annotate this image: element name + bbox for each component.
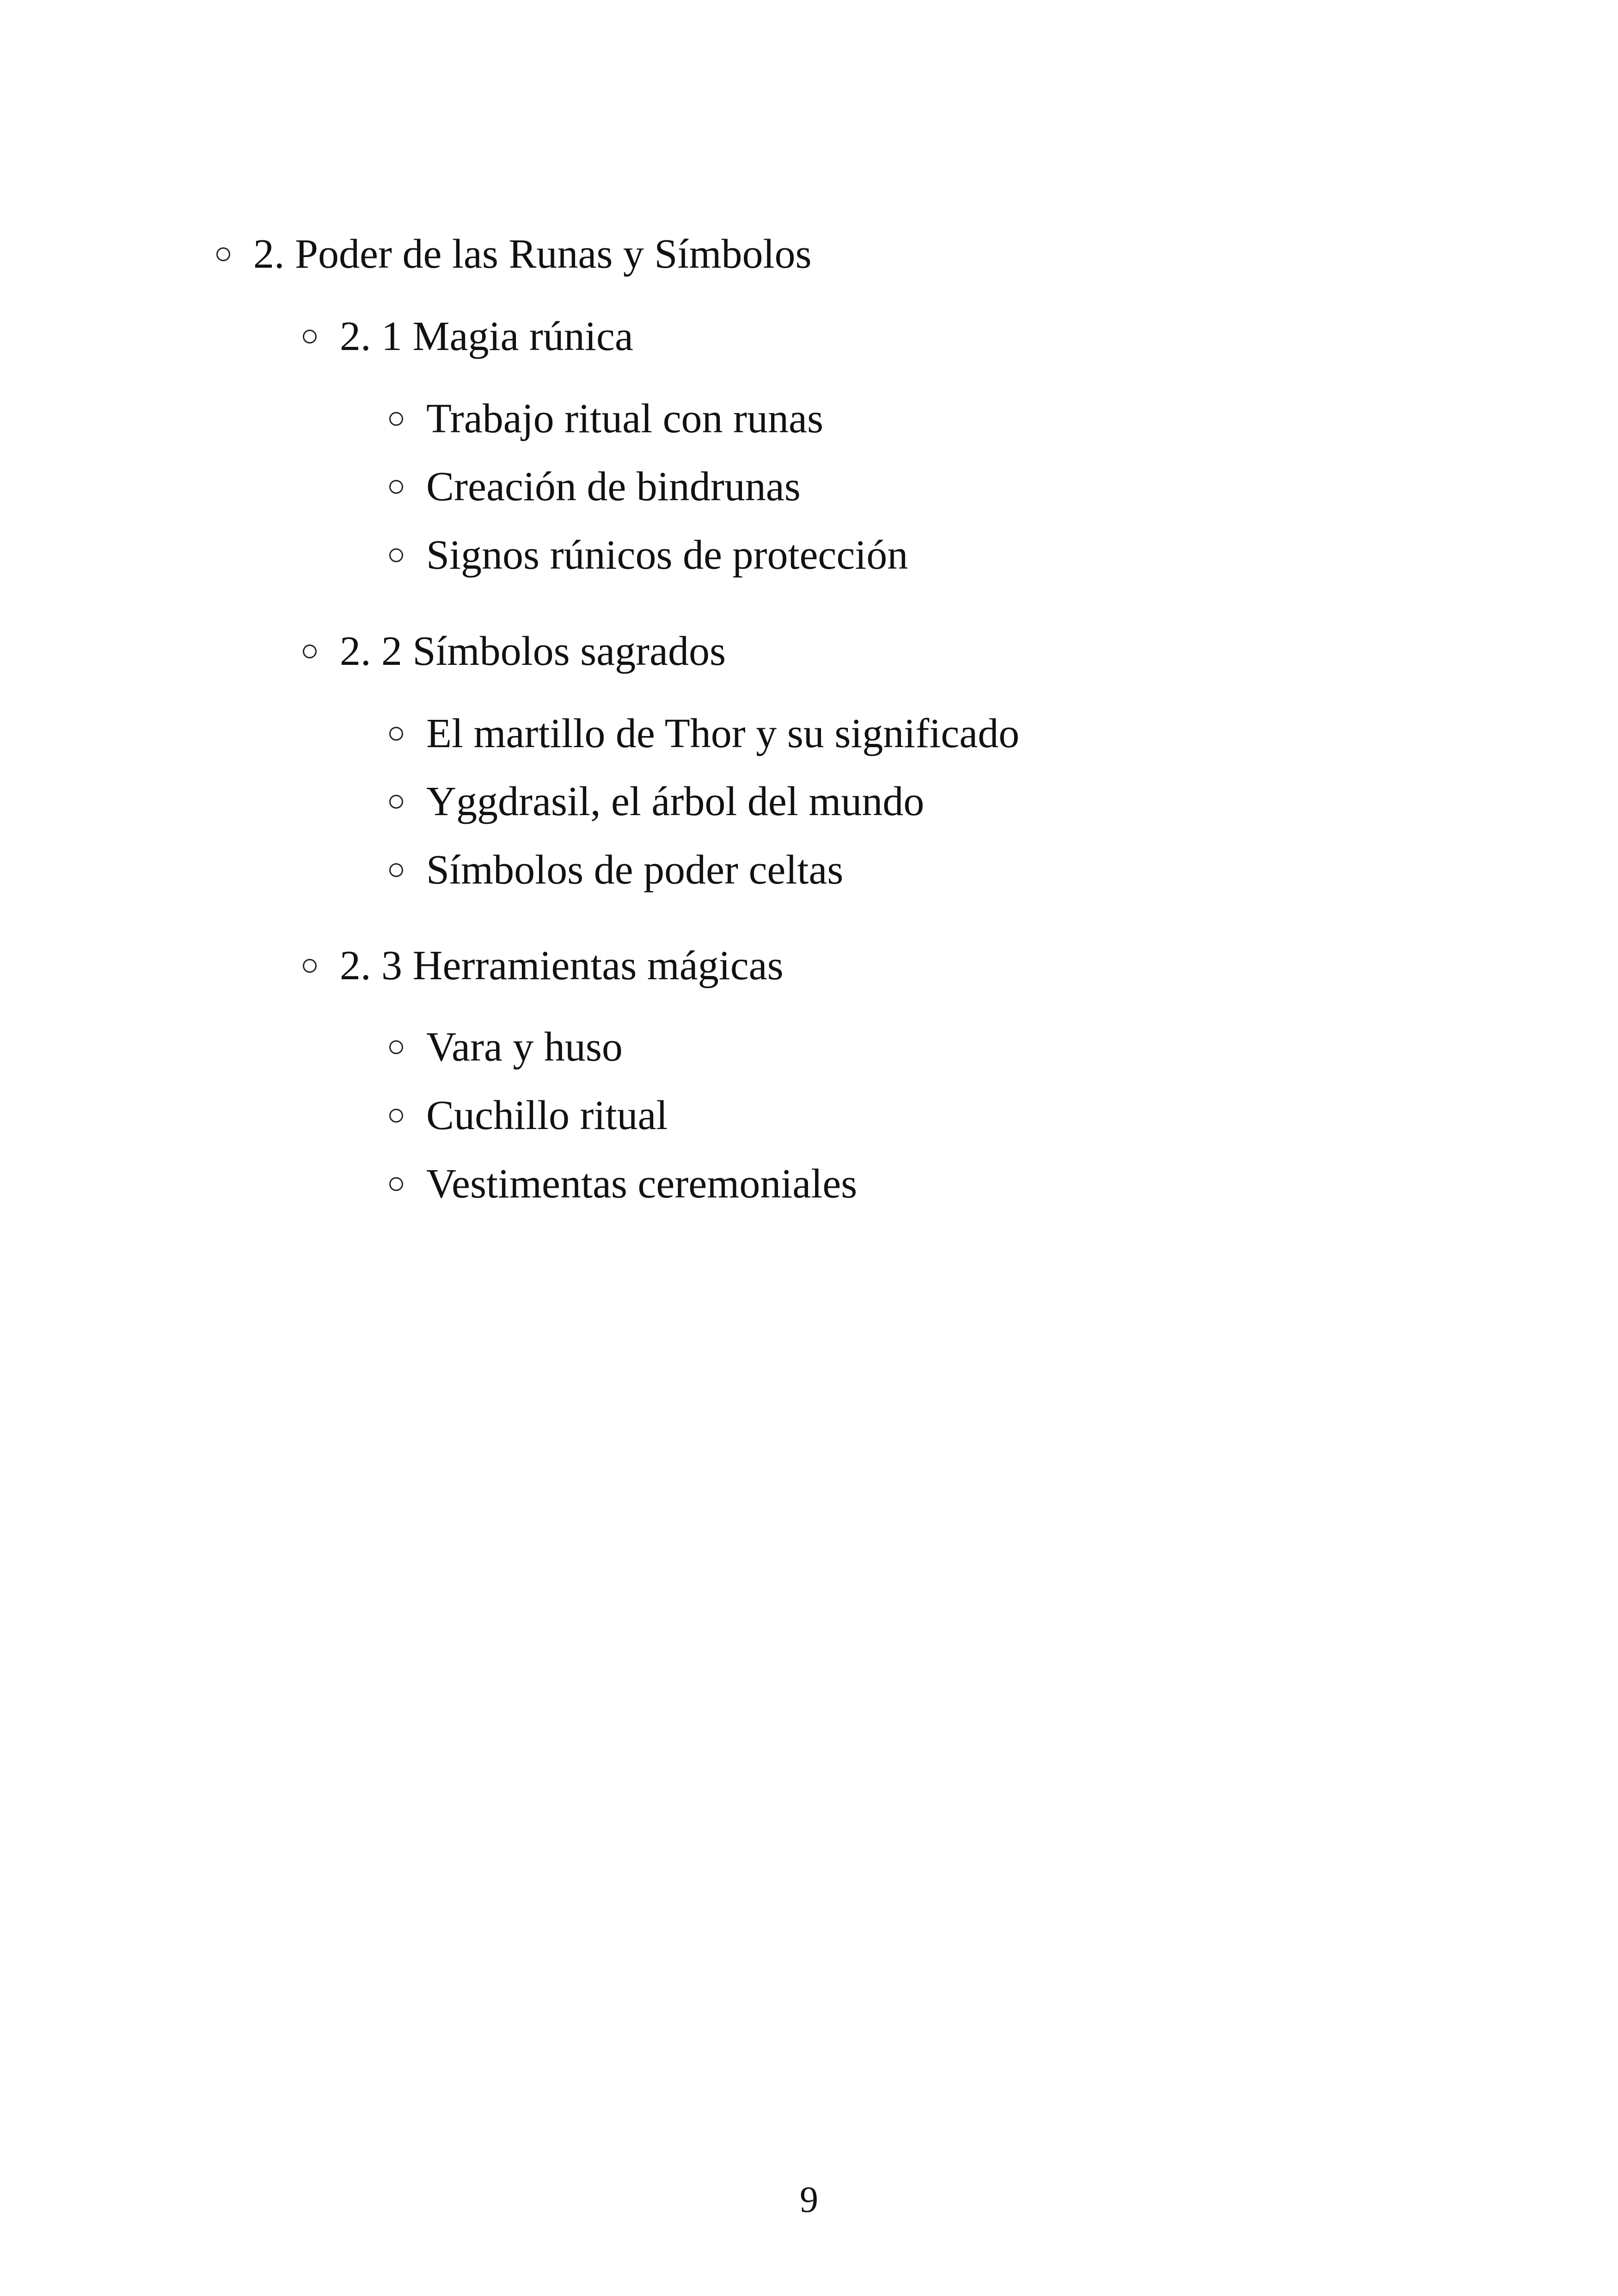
bullet-icon	[303, 330, 317, 344]
outline-item	[389, 849, 843, 891]
item-label: Símbolos de poder celtas	[426, 847, 844, 893]
item-label: Yggdrasil, el árbol del mundo	[426, 779, 925, 824]
subsection-title: 2. 2 Símbolos sagrados	[340, 628, 726, 674]
outline-item	[389, 1163, 857, 1205]
outline-item	[389, 713, 1019, 755]
subsection-title: 2. 3 Herramientas mágicas	[340, 943, 784, 988]
outline-subsection	[303, 313, 633, 359]
outline-item	[389, 398, 823, 440]
bullet-icon	[389, 548, 403, 562]
item-label: Trabajo ritual con runas	[426, 396, 823, 442]
outline-item	[389, 1095, 668, 1136]
bullet-icon	[303, 645, 317, 658]
outline-item	[389, 1026, 623, 1068]
item-label: Creación de bindrunas	[426, 464, 801, 510]
bullet-icon	[389, 412, 403, 426]
item-label: Cuchillo ritual	[426, 1093, 668, 1138]
bullet-icon	[389, 1040, 403, 1054]
bullet-icon	[389, 795, 403, 809]
item-label: Signos rúnicos de protección	[426, 532, 908, 578]
section-title: 2. Poder de las Runas y Símbolos	[253, 231, 812, 277]
page-number: 9	[800, 2179, 818, 2220]
outline-item	[389, 466, 801, 508]
item-label: El martillo de Thor y su significado	[426, 711, 1020, 756]
bullet-icon	[389, 480, 403, 494]
outline-item	[389, 534, 908, 576]
outline-subsection	[303, 628, 726, 674]
bullet-icon	[389, 727, 403, 741]
outline-section	[216, 233, 812, 275]
bullet-icon	[389, 863, 403, 877]
outline-item	[389, 781, 924, 823]
item-label: Vestimentas ceremoniales	[426, 1161, 858, 1207]
bullet-icon	[389, 1109, 403, 1123]
bullet-icon	[389, 1177, 403, 1191]
subsection-title: 2. 1 Magia rúnica	[340, 313, 633, 359]
outline-subsection	[303, 945, 784, 987]
bullet-icon	[216, 247, 230, 261]
item-label: Vara y huso	[426, 1024, 623, 1070]
bullet-icon	[303, 959, 317, 973]
